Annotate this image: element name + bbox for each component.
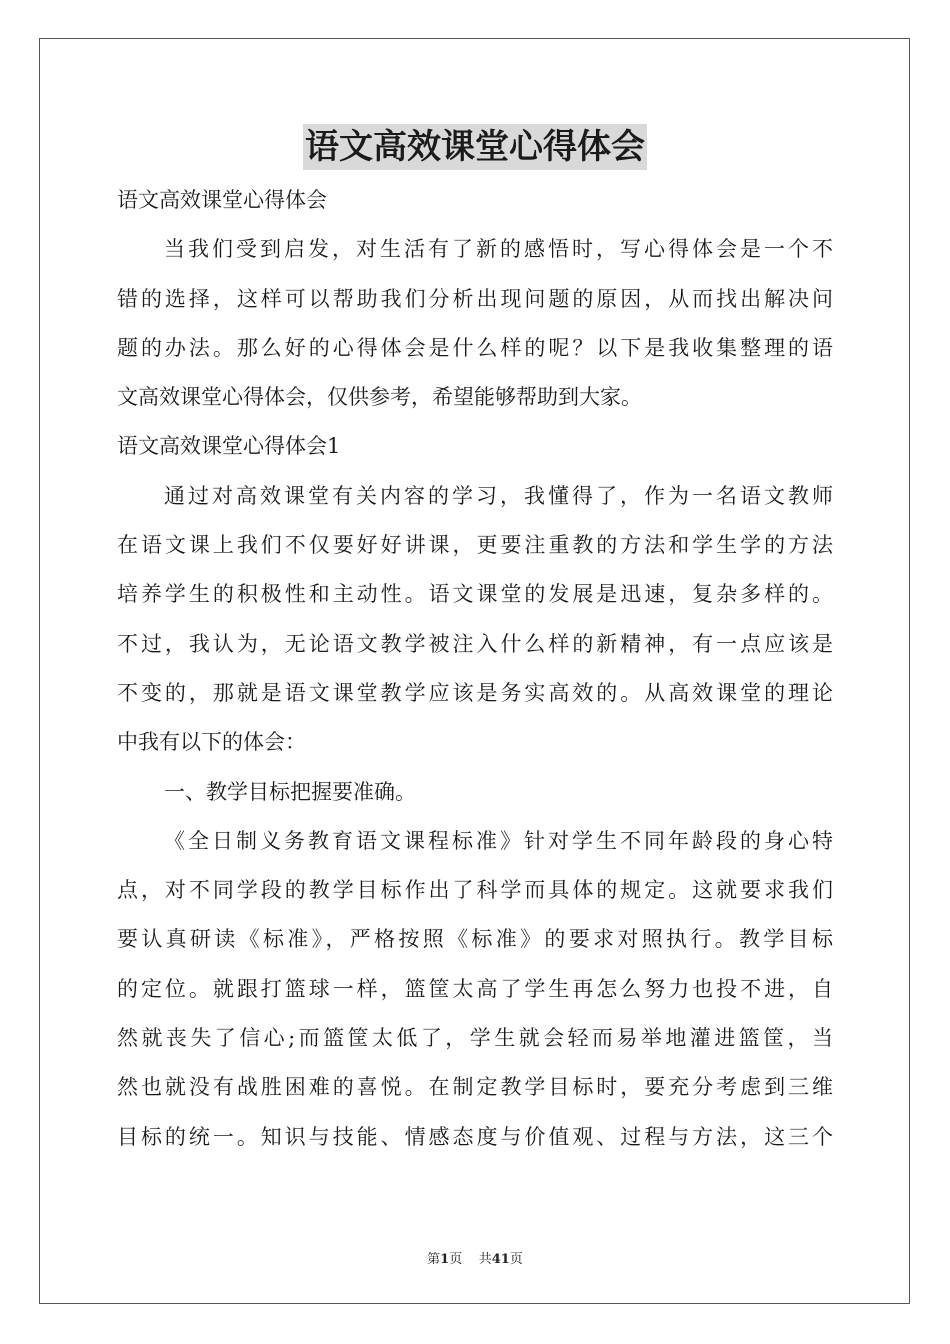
text-line: 然也就没有战胜困难的喜悦。在制定教学目标时，要充分考虑到三维 bbox=[117, 1075, 833, 1100]
footer-total-pages: 41 bbox=[491, 1252, 510, 1267]
text-line: 《全日制义务教育语文课程标准》针对学生不同年龄段的身心特 bbox=[164, 828, 833, 853]
section-heading: 语文高效课堂心得体会 bbox=[117, 188, 327, 212]
section-heading: 语文高效课堂心得体会1 bbox=[117, 434, 341, 459]
text-line: 题的办法。那么好的心得体会是什么样的呢？以下是我收集整理的语 bbox=[117, 335, 833, 360]
text-line: 的定位。就跟打篮球一样，篮筐太高了学生再怎么努力也投不进，自 bbox=[117, 976, 833, 1001]
footer-page-prefix: 第 bbox=[427, 1252, 441, 1267]
footer-total-prefix: 共 bbox=[478, 1252, 492, 1267]
text-line: 错的选择，这样可以帮助我们分析出现问题的原因，从而找出解决问 bbox=[117, 286, 833, 311]
text-line: 目标的统一。知识与技能、情感态度与价值观、过程与方法，这三个 bbox=[117, 1124, 833, 1149]
text-line: 不变的，那就是语文课堂教学应该是务实高效的。从高效课堂的理论 bbox=[117, 680, 833, 705]
text-line: 点，对不同学段的教学目标作出了科学而具体的规定。这就要求我们 bbox=[117, 878, 833, 903]
text-line: 要认真研读《标准》，严格按照《标准》的要求对照执行。教学目标 bbox=[117, 927, 833, 952]
text-line: 不过，我认为，无论语文教学被注入什么样的新精神，有一点应该是 bbox=[117, 631, 833, 656]
footer-page-number: 1 bbox=[440, 1252, 450, 1267]
page-footer bbox=[0, 1248, 950, 1267]
title-container bbox=[0, 124, 950, 170]
text-line: 在语文课上我们不仅要好好讲课，更要注重教的方法和学生学的方法 bbox=[117, 533, 833, 558]
text-line: 通过对高效课堂有关内容的学习，我懂得了，作为一名语文教师 bbox=[164, 483, 833, 508]
text-line: 文高效课堂心得体会，仅供参考，希望能够帮助到大家。 bbox=[117, 385, 642, 410]
footer-page-suffix: 页 bbox=[449, 1252, 463, 1267]
text-line: 当我们受到启发，对生活有了新的感悟时，写心得体会是一个不 bbox=[164, 237, 833, 262]
text-line: 培养学生的积极性和主动性。语文课堂的发展是迅速，复杂多样的。 bbox=[117, 582, 833, 607]
document-title: 语文高效课堂心得体会 bbox=[303, 124, 647, 170]
document-body bbox=[117, 176, 833, 1162]
text-line: 一、教学目标把握要准确。 bbox=[164, 779, 416, 804]
footer-total-suffix: 页 bbox=[509, 1252, 523, 1267]
text-line: 然就丧失了信心;而篮筐太低了，学生就会轻而易举地灌进篮筐，当 bbox=[117, 1026, 833, 1051]
text-line: 中我有以下的体会： bbox=[117, 730, 306, 755]
